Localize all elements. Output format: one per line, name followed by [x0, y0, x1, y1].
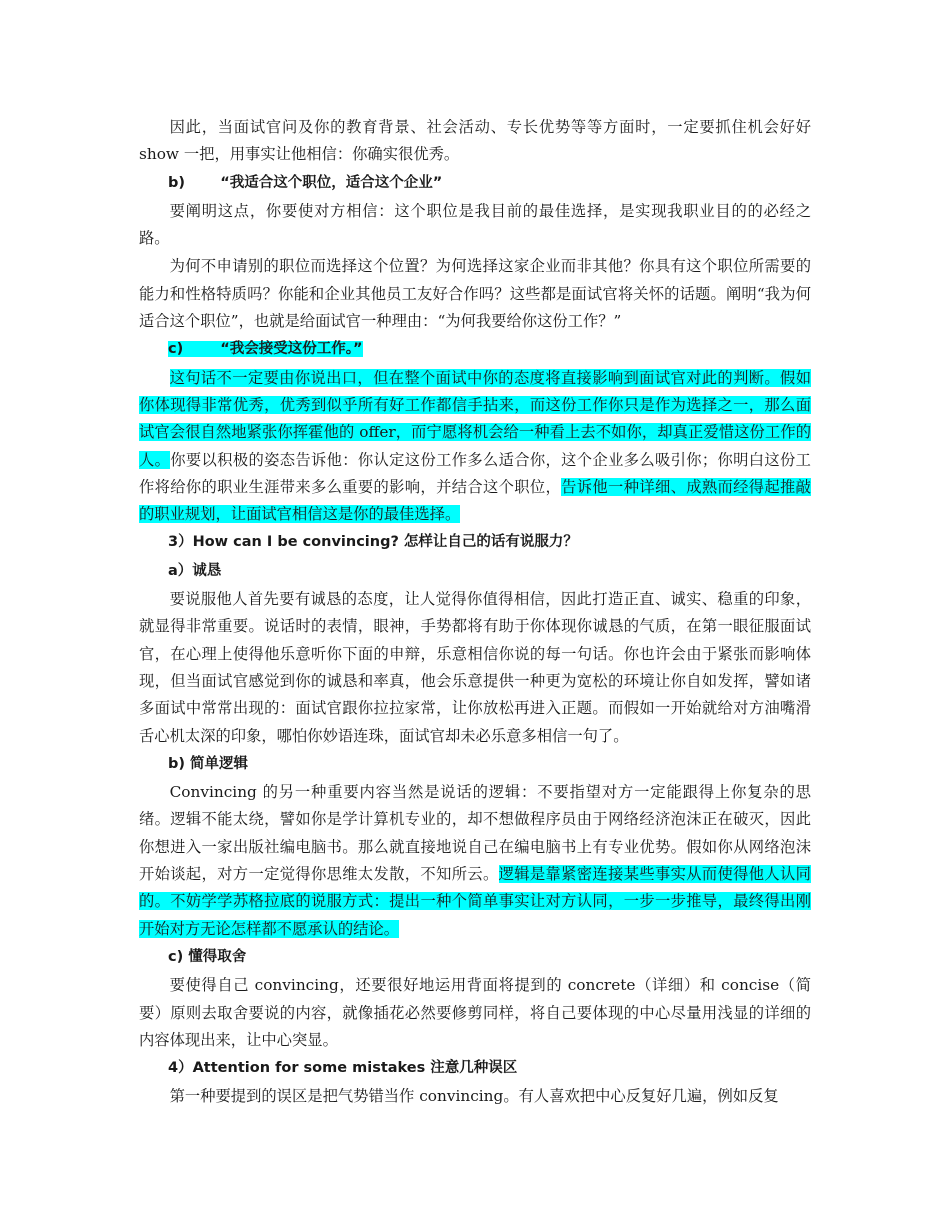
heading-3b-logic: b) 简单逻辑	[168, 755, 249, 772]
heading-c-accept	[139, 336, 811, 363]
heading-b-label: b)	[168, 174, 186, 191]
heading-c-highlight	[168, 341, 363, 357]
paragraph-why-this-job: 为何不申请别的职位而选择这个位置？为何选择这家企业而非其他？你具有这个职位所需要的能力和性格特质吗？你能和企业其他员工友好合作吗？这些都是面试官将关怀的话题。阐明“我为何适合这个职位”，也就是给面试官一种理由：“为何我要给你这份工作？”	[139, 257, 811, 331]
heading-4-mistakes: 4）Attention for some mistakes 注意几种误区	[168, 1060, 518, 1077]
heading-3c-tradeoff: c) 懂得取舍	[168, 948, 247, 965]
paragraph-attitude	[139, 365, 811, 529]
paragraph-tradeoff: 要使得自己 convincing，还要很好地运用背面将提到的 concrete（详细）和 concise（简要）原则去取舍要说的内容，就像插花必然要修剪同样，将自己要体现的中心尽量用浅显的详细的内容体现出来，让中心突显。	[139, 976, 811, 1049]
highlight-logic: 逻辑是靠紧密连接某些事实从而使得他人认同的。不妨学学苏格拉底的说服方式：提出一种个简单事实让对方认同，一步一步推导，最终得出刚开始对方无论怎样都不愿承认的结论。	[139, 865, 811, 938]
highlight-attitude-1: 这句话不一定要由你说出口，但在整个面试中你的态度将直接影响到面试官对此的判断。假如你体现得非常优秀，优秀到似乎所有好工作都信手拈来，而这份工作你只是作为选择之一，那么面试官会很自然地紧张你挥霍他的 offer，而宁愿将机会给一种看上去不如你，却真正爱惜这份工作的人。	[139, 368, 811, 469]
paragraph-sincerity: 要说服他人首先要有诚恳的态度，让人觉得你值得相信，因此打造正直、诚实、稳重的印象，就显得非常重要。说话时的表情，眼神，手势都将有助于你体现你诚恳的气质，在第一眼征服面试官，在心理上使得他乐意听你下面的申辩，乐意相信你说的每一句话。你也许会由于紧张而影响体现，但当面试官感觉到你的诚恳和率真，他会乐意提供一种更为宽松的环境让你自如发挥，譬如诸多面试中常常出现的：面试官跟你拉拉家常，让你放松再进入正题。而假如一开始就给对方油嘴滑舌心机太深的印象，哪怕你妙语连珠，面试官却未必乐意多相信一句了。	[139, 590, 811, 745]
heading-b-suitable	[139, 170, 811, 197]
heading-c-label: c)	[168, 341, 184, 358]
document-body	[139, 114, 811, 1112]
paragraph-show-excellence: 因此，当面试官问及你的教育背景、社会活动、专长优势等等方面时，一定要抓住机会好好 show 一把，用事实让他相信：你确实很优秀。	[139, 118, 811, 164]
highlight-attitude-2: 告诉他一种详细、成熟而经得起推敲的职业规划，让面试官相信这是你的最佳选择。	[139, 477, 811, 524]
paragraph-logic	[139, 779, 811, 943]
paragraph-mistakes: 第一种要提到的误区是把气势错当作 convincing。有人喜欢把中心反复好几遍，例如反复	[169, 1087, 779, 1106]
heading-b-text: “我适合这个职位，适合这个企业”	[220, 174, 443, 191]
heading-3-convincing: 3）How can I be convincing? 怎样让自己的话有说服力？	[168, 534, 578, 551]
heading-c-text: “我会接受这份工作。”	[220, 341, 363, 358]
text-attitude-plain: 你要以积极的姿态告诉他：你认定这份工作多么适合你，这个企业多么吸引你；你明白这份工作将给你的职业生涯带来多么重要的影响，并结合这个职位，	[139, 450, 811, 496]
paragraph-explain-fit: 要阐明这点，你要使对方相信：这个职位是我目前的最佳选择，是实现我职业目的的必经之路。	[139, 201, 811, 248]
text-logic-plain: Convincing 的另一种重要内容当然是说话的逻辑：不要指望对方一定能跟得上你复杂的思绪。逻辑不能太绕，譬如你是学计算机专业的，却不想做程序员由于网络经济泡沫正在破灭，因此你想进入一家出版社编电脑书。那么就直接地说自己在编电脑书上有专业优势。假如你从网络泡沫开始谈起，对方一定觉得你思维太发散，不知所云。	[139, 783, 811, 884]
heading-3a-sincere: a）诚恳	[168, 562, 222, 579]
